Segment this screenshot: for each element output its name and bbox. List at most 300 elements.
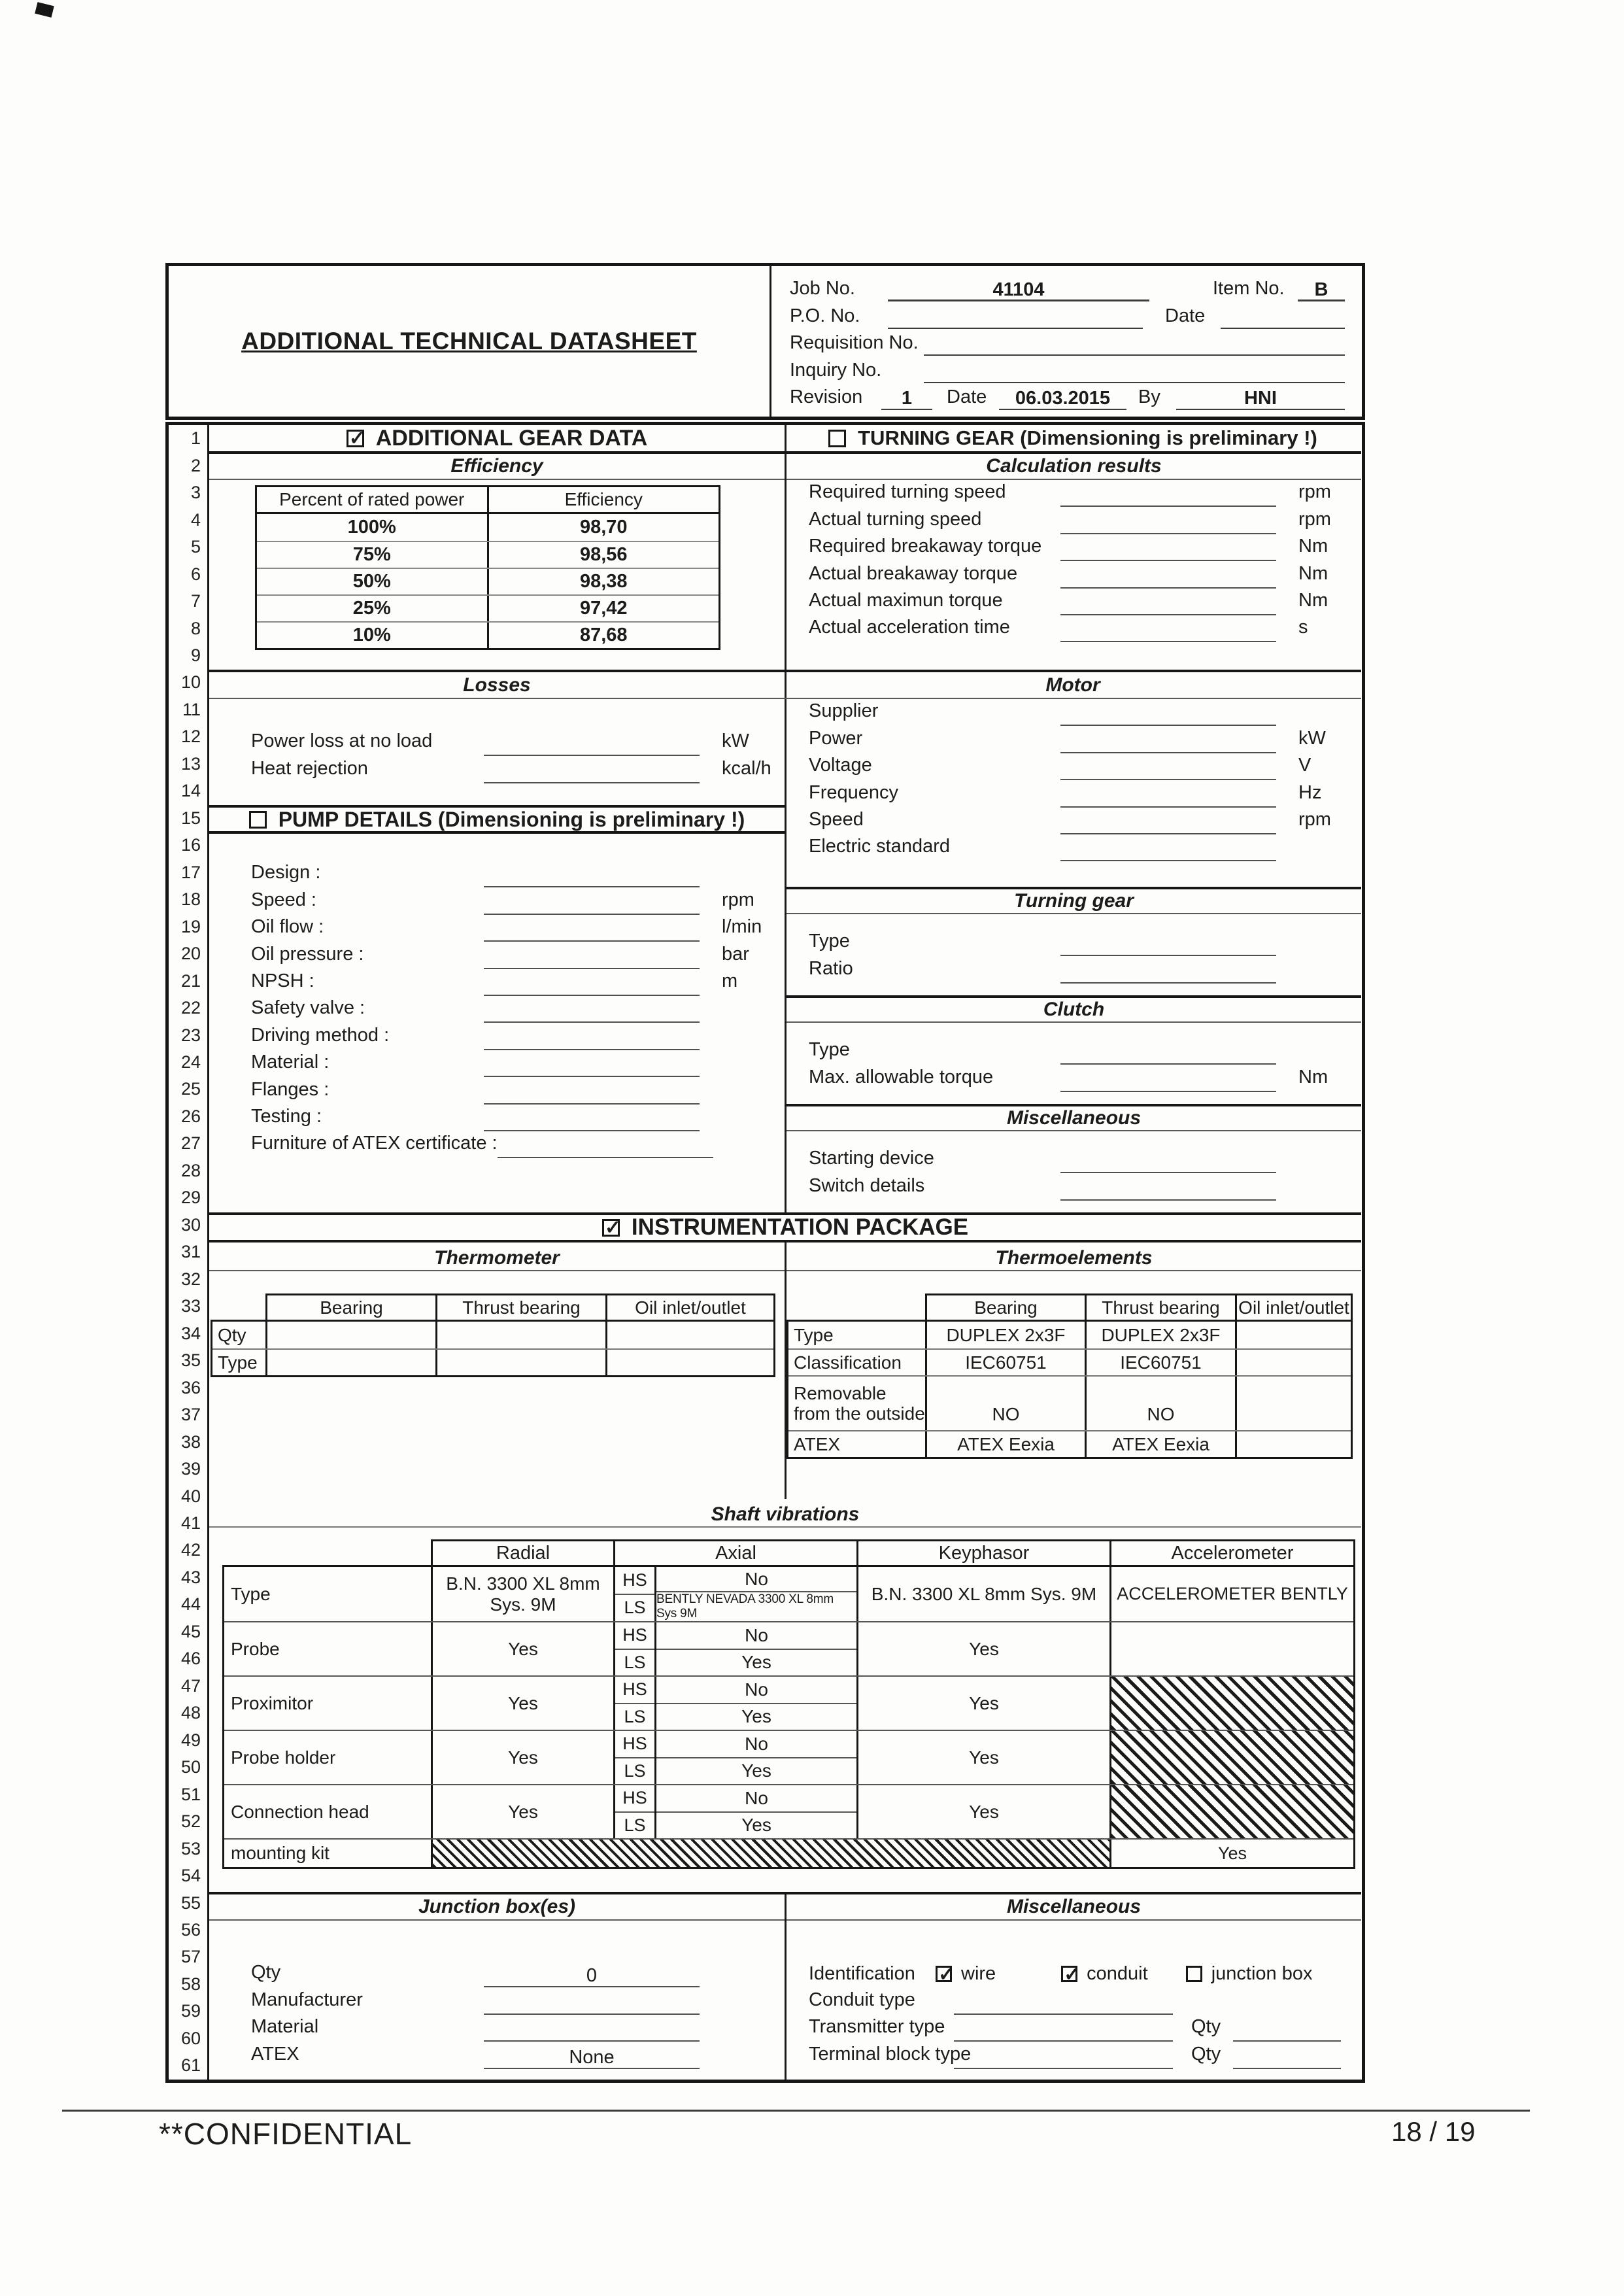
cell xyxy=(1237,1377,1351,1430)
field-label: Voltage xyxy=(809,755,872,776)
thermometer-subheader: Thermometer xyxy=(209,1246,785,1271)
cell: Yes xyxy=(741,1652,771,1673)
field-value-line: None xyxy=(484,2047,700,2069)
identification-label: Identification xyxy=(809,1963,915,1985)
field-unit xyxy=(700,1101,785,1105)
field-value-line xyxy=(1060,785,1276,808)
field-row xyxy=(787,1987,1361,2014)
row-number: 44 xyxy=(180,1594,201,1615)
cell: ATEX Eexia xyxy=(1087,1431,1237,1457)
field-row xyxy=(787,1173,1361,1200)
field-label: Testing : xyxy=(251,1105,322,1127)
additional-gear-data-band xyxy=(209,425,785,451)
field-row xyxy=(787,956,1361,983)
table-row xyxy=(257,568,719,594)
col-header: Oil inlet/outlet xyxy=(635,1297,746,1318)
field-label: Power xyxy=(809,727,863,749)
cell xyxy=(267,1350,437,1375)
field-value-line xyxy=(954,1993,1173,2015)
eff-value: 98,70 xyxy=(579,517,628,538)
cell: Yes xyxy=(741,1760,771,1781)
form-content xyxy=(209,425,1362,2080)
row-number: 29 xyxy=(180,1188,201,1208)
instrumentation-package-checkbox xyxy=(602,1219,620,1237)
row-label: Proximitor xyxy=(224,1677,433,1730)
requisition-row xyxy=(790,330,1345,356)
field-unit: Hz xyxy=(1298,781,1322,803)
date-label: Date xyxy=(1165,305,1206,326)
field-unit xyxy=(700,883,785,887)
top-band-row xyxy=(209,425,1361,454)
identification-wire xyxy=(936,1963,996,1985)
cell xyxy=(607,1350,773,1375)
field-label: Material xyxy=(251,2016,319,2038)
eff-percent: 50% xyxy=(257,569,489,594)
junction-boxes-subheader: Junction box(es) xyxy=(209,1894,785,1921)
field-row xyxy=(209,1050,785,1077)
conduit-checkbox xyxy=(1061,1966,1077,1982)
col-header: Bearing xyxy=(927,1295,1087,1320)
header-title-cell xyxy=(169,266,771,417)
thermoelements-table-header xyxy=(925,1294,1353,1320)
row-number: 58 xyxy=(180,1974,201,1994)
table-row xyxy=(224,1675,1353,1730)
field-label: Speed xyxy=(809,808,864,830)
qty-label: Qty xyxy=(1191,2016,1221,2038)
field-row xyxy=(209,996,785,1023)
row-gutter xyxy=(169,425,209,2080)
row-number: 2 xyxy=(190,455,201,475)
field-row xyxy=(209,2015,785,2042)
efficiency-col-header: Percent of rated power xyxy=(257,487,489,512)
table-row xyxy=(257,594,719,621)
cell: Yes xyxy=(433,1785,615,1838)
field-label: Switch details xyxy=(809,1174,925,1196)
hatched-cell xyxy=(1111,1677,1353,1730)
revision-value: 1 xyxy=(881,388,932,410)
row-number: 16 xyxy=(180,835,201,855)
cell xyxy=(1111,1622,1353,1675)
efficiency-col-header: Efficiency xyxy=(564,489,643,509)
field-row xyxy=(209,1987,785,2014)
field-row xyxy=(209,1131,785,1158)
field-value-line xyxy=(1060,961,1276,984)
col-header: Keyphasor xyxy=(858,1541,1111,1565)
field-row xyxy=(787,699,1361,726)
po-no-label: P.O. No. xyxy=(790,305,860,326)
field-label: Max. allowable torque xyxy=(809,1066,994,1088)
shaft-table-body xyxy=(222,1565,1355,1869)
motor-subheader: Motor xyxy=(785,672,1361,699)
row-label: Probe xyxy=(224,1622,433,1675)
row-number: 40 xyxy=(180,1486,201,1506)
turning-gear-title: TURNING GEAR (Dimensioning is preliminary !) xyxy=(858,426,1317,449)
field-unit: rpm xyxy=(1298,481,1331,503)
field-unit: Nm xyxy=(1298,1066,1328,1088)
confidential-stamp: **CONFIDENTIAL xyxy=(159,2117,413,2151)
junction-fields xyxy=(209,1961,785,2069)
row-number: 9 xyxy=(190,645,201,665)
field-row xyxy=(209,915,785,942)
cell: Yes xyxy=(858,1785,1111,1838)
field-row xyxy=(209,942,785,968)
cell xyxy=(1237,1322,1351,1348)
junction-box-label: junction box xyxy=(1211,1963,1313,1985)
field-unit xyxy=(700,1983,785,1987)
row-number: 11 xyxy=(182,699,201,719)
row-number: 13 xyxy=(180,753,201,774)
row-number: 61 xyxy=(180,2055,201,2076)
col-header: Thrust bearing xyxy=(1087,1295,1237,1320)
field-unit xyxy=(700,2065,785,2069)
field-unit: kW xyxy=(722,730,749,752)
table-row xyxy=(212,1348,773,1375)
wire-checkbox xyxy=(936,1966,952,1982)
field-label: Driving method : xyxy=(251,1024,390,1046)
cell: No xyxy=(656,1731,856,1758)
cell: Yes xyxy=(433,1677,615,1730)
identification-conduit xyxy=(1061,1963,1148,1985)
row-number: 60 xyxy=(180,2028,201,2048)
row-number: 27 xyxy=(180,1133,201,1154)
cell: IEC60751 xyxy=(1087,1350,1237,1375)
field-value-line xyxy=(484,1055,700,1077)
row-label: Classification xyxy=(788,1350,927,1375)
row-number: 10 xyxy=(180,672,201,693)
losses-motor-band xyxy=(209,670,1361,699)
field-label: Design : xyxy=(251,862,321,883)
field-unit xyxy=(1276,980,1361,984)
row-number: 45 xyxy=(180,1621,201,1641)
table-row xyxy=(257,621,719,648)
col-header: Axial xyxy=(615,1541,858,1565)
field-label: Conduit type xyxy=(809,1989,915,2010)
field-label: Qty xyxy=(251,1962,281,1983)
field-value-line xyxy=(484,1993,700,2015)
hs-label: HS xyxy=(615,1677,654,1704)
cell xyxy=(267,1322,437,1348)
field-value-line xyxy=(484,2019,700,2042)
row-number: 51 xyxy=(180,1784,201,1804)
row-number: 17 xyxy=(180,862,201,882)
page-number: 18 / 19 xyxy=(1391,2116,1476,2147)
field-unit xyxy=(1276,1197,1361,1201)
field-value-line: 0 xyxy=(484,1965,700,1987)
hatched-cell xyxy=(1111,1731,1353,1784)
row-number: 38 xyxy=(180,1431,201,1452)
table-row xyxy=(788,1375,1351,1430)
field-value-line xyxy=(1060,620,1276,642)
row-number: 47 xyxy=(180,1675,201,1696)
field-value-line xyxy=(1060,1178,1276,1201)
by-value: HNI xyxy=(1176,388,1345,410)
col-header: Accelerometer xyxy=(1171,1542,1294,1564)
row-number: 49 xyxy=(180,1730,201,1750)
row-number: 56 xyxy=(180,1920,201,1940)
inquiry-no-label: Inquiry No. xyxy=(790,359,882,381)
shaft-vibrations-table xyxy=(222,1539,1355,1869)
row-number: 8 xyxy=(190,618,201,638)
field-row xyxy=(209,756,785,783)
item-no-label: Item No. xyxy=(1213,278,1285,299)
cell: Yes xyxy=(858,1731,1111,1784)
field-value-line xyxy=(1060,839,1276,861)
field-unit xyxy=(1276,1061,1361,1065)
junction-box-checkbox xyxy=(1186,1966,1202,1982)
row-number: 31 xyxy=(180,1242,201,1262)
revision-date-value: 06.03.2015 xyxy=(999,388,1126,410)
revision-label: Revision xyxy=(790,386,863,407)
pump-fields xyxy=(209,861,785,1158)
field-label: Oil pressure : xyxy=(251,943,364,965)
hs-label: HS xyxy=(615,1567,654,1595)
cell: No xyxy=(656,1567,856,1592)
field-value-line xyxy=(484,1028,700,1050)
row-number: 3 xyxy=(190,483,201,503)
field-unit: Nm xyxy=(1298,536,1328,557)
row-number: 35 xyxy=(180,1350,201,1371)
col-header: Thrust bearing xyxy=(437,1295,607,1320)
instr-miscellaneous-subheader: Miscellaneous xyxy=(787,1894,1361,1921)
field-unit: kW xyxy=(1298,727,1326,749)
job-no-row xyxy=(790,275,1345,301)
table-row xyxy=(788,1348,1351,1375)
cell: No xyxy=(656,1622,856,1650)
field-label: Actual maximun torque xyxy=(809,589,1003,611)
field-unit: rpm xyxy=(722,889,754,910)
row-number: 48 xyxy=(180,1703,201,1723)
row-label: mounting kit xyxy=(224,1840,433,1867)
turning-gear-band xyxy=(785,425,1361,451)
cell: ACCELEROMETER BENTLY xyxy=(1117,1584,1348,1603)
po-no-row xyxy=(790,303,1345,329)
revision-date-label: Date xyxy=(947,386,987,407)
field-row xyxy=(209,1105,785,1131)
inquiry-row xyxy=(790,357,1345,383)
field-unit xyxy=(700,1019,785,1023)
field-value-line xyxy=(1060,758,1276,780)
field-label: Manufacturer xyxy=(251,1989,363,2010)
cell: Yes xyxy=(858,1622,1111,1675)
cell: DUPLEX 2x3F xyxy=(927,1322,1087,1348)
field-row xyxy=(787,780,1361,807)
cell: Yes xyxy=(741,1706,771,1727)
by-label: By xyxy=(1138,386,1160,407)
field-row xyxy=(209,2042,785,2068)
eff-percent: 10% xyxy=(257,623,489,648)
cell xyxy=(437,1350,607,1375)
footer-rule xyxy=(62,2110,1530,2112)
row-number: 25 xyxy=(180,1079,201,1099)
thermometer-table-body xyxy=(211,1320,775,1377)
field-label: Terminal block type xyxy=(809,2043,972,2065)
cell: Yes xyxy=(433,1731,615,1784)
field-value-line xyxy=(1060,731,1276,753)
page-title: ADDITIONAL TECHNICAL DATASHEET xyxy=(241,328,697,354)
field-label: Power loss at no load xyxy=(251,730,433,752)
field-value-line xyxy=(1060,485,1276,507)
cell: Yes xyxy=(1217,1843,1247,1863)
row-number: 53 xyxy=(180,1838,201,1859)
field-label: Safety valve : xyxy=(251,997,365,1019)
field-value-line xyxy=(1233,2047,1341,2069)
field-unit xyxy=(700,1046,785,1050)
cell: Yes xyxy=(858,1677,1111,1730)
additional-gear-data-checkbox xyxy=(347,430,364,447)
hs-label: HS xyxy=(615,1731,654,1758)
revision-row xyxy=(790,384,1345,410)
field-row xyxy=(787,2015,1361,2042)
row-number: 46 xyxy=(180,1649,201,1669)
row-number: 43 xyxy=(180,1567,201,1587)
instrumentation-package-title: INSTRUMENTATION PACKAGE xyxy=(631,1214,969,1240)
col-header: Radial xyxy=(433,1541,615,1565)
instr-miscellaneous-fields xyxy=(787,1961,1361,2069)
drive-miscellaneous-subheader: Miscellaneous xyxy=(787,1104,1361,1131)
field-unit: rpm xyxy=(1298,808,1331,830)
field-value-line xyxy=(954,2047,1173,2069)
row-number: 34 xyxy=(180,1323,201,1343)
field-unit: rpm xyxy=(1298,508,1331,530)
row-number: 23 xyxy=(180,1025,201,1045)
field-row xyxy=(787,2042,1361,2068)
field-label: Ratio xyxy=(809,957,853,979)
efficiency-table-header xyxy=(257,487,719,514)
requisition-no-label: Requisition No. xyxy=(790,332,919,353)
field-value-line xyxy=(1060,934,1276,956)
field-row xyxy=(209,969,785,996)
row-number: 30 xyxy=(180,1214,201,1235)
field-row xyxy=(787,561,1361,588)
cell: DUPLEX 2x3F xyxy=(1087,1322,1237,1348)
field-label: NPSH : xyxy=(251,970,314,991)
field-value-line xyxy=(484,1001,700,1023)
eff-value: 97,42 xyxy=(579,598,628,619)
field-unit xyxy=(700,2011,785,2015)
field-value-line xyxy=(498,1136,713,1158)
field-label: Required breakaway torque xyxy=(809,536,1042,557)
identification-row xyxy=(787,1961,1361,1987)
row-number: 22 xyxy=(180,998,201,1018)
wire-label: wire xyxy=(961,1963,996,1985)
bottom-section xyxy=(209,1892,1361,2080)
field-value-line xyxy=(484,974,700,996)
field-row xyxy=(209,1077,785,1104)
field-value-line xyxy=(484,1082,700,1105)
field-unit: s xyxy=(1298,617,1308,638)
shaft-table-header xyxy=(431,1539,1355,1567)
cell: Yes xyxy=(433,1622,615,1675)
shaft-vibrations-subheader: Shaft vibrations xyxy=(209,1503,1361,1528)
field-unit xyxy=(1276,722,1361,726)
row-label: Type xyxy=(788,1322,927,1348)
pump-details-title: PUMP DETAILS (Dimensioning is preliminary !) xyxy=(278,807,745,831)
field-value-line xyxy=(484,865,700,887)
row-number: 15 xyxy=(180,808,201,828)
field-row xyxy=(787,1146,1361,1173)
row-number: 50 xyxy=(180,1757,201,1777)
item-no-value: B xyxy=(1298,279,1345,301)
field-label: Type xyxy=(809,931,850,952)
ls-label: LS xyxy=(624,1598,646,1618)
field-label: Flanges : xyxy=(251,1078,330,1100)
efficiency-subheader: Efficiency xyxy=(209,454,785,480)
row-number: 1 xyxy=(190,428,201,449)
hatched-cell xyxy=(433,1840,1111,1867)
row-number: 33 xyxy=(180,1296,201,1316)
cell: No xyxy=(656,1677,856,1704)
field-label: Frequency xyxy=(809,781,899,803)
field-unit xyxy=(700,1073,785,1077)
requisition-no-value xyxy=(924,334,1345,356)
cell: Yes xyxy=(741,1815,771,1836)
field-row xyxy=(787,834,1361,861)
eff-percent: 25% xyxy=(257,596,489,621)
field-unit: bar xyxy=(722,943,749,965)
main-form-box xyxy=(165,422,1365,2083)
header-box xyxy=(165,263,1365,420)
table-row xyxy=(224,1730,1353,1784)
field-row xyxy=(209,861,785,887)
field-label: Actual breakaway torque xyxy=(809,562,1018,584)
field-label: Actual acceleration time xyxy=(809,617,1010,638)
row-label: ATEX xyxy=(788,1431,927,1457)
identification-junction-box xyxy=(1186,1963,1313,1985)
field-value-line xyxy=(1060,566,1276,589)
field-row xyxy=(787,1065,1361,1091)
field-row xyxy=(787,808,1361,834)
row-number: 52 xyxy=(180,1811,201,1832)
table-row xyxy=(788,1322,1351,1348)
row-number: 37 xyxy=(180,1405,201,1425)
field-label: Type xyxy=(809,1039,850,1061)
row-number: 42 xyxy=(180,1540,201,1560)
cell: NO xyxy=(927,1377,1087,1430)
field-row xyxy=(209,729,785,756)
col-header: Oil inlet/outlet xyxy=(1238,1297,1349,1318)
field-row xyxy=(787,615,1361,642)
field-label: Oil flow : xyxy=(251,916,324,938)
row-number: 4 xyxy=(190,509,201,530)
hatched-cell xyxy=(1111,1785,1353,1838)
thermoelements-table-body xyxy=(787,1320,1353,1459)
field-unit xyxy=(700,1127,785,1131)
calculation-results-fields xyxy=(787,480,1361,642)
row-number: 12 xyxy=(180,727,201,747)
date-value xyxy=(1221,307,1345,329)
field-row xyxy=(209,1023,785,1050)
field-row xyxy=(787,534,1361,561)
thermometer-table-header xyxy=(265,1294,775,1320)
field-label: Required turning speed xyxy=(809,481,1006,503)
turning-gear-fields xyxy=(787,929,1361,984)
field-row xyxy=(787,753,1361,780)
field-unit xyxy=(1276,1169,1361,1173)
field-label: Material : xyxy=(251,1052,330,1073)
row-label: Type xyxy=(224,1567,433,1621)
col-header: Bearing xyxy=(267,1295,437,1320)
field-value-line xyxy=(1060,1070,1276,1092)
table-row xyxy=(212,1322,773,1348)
hs-label: HS xyxy=(615,1785,654,1813)
field-unit xyxy=(700,2038,785,2042)
row-label: Type xyxy=(212,1350,267,1375)
field-value-line xyxy=(1060,512,1276,534)
pump-details-checkbox xyxy=(249,811,267,829)
row-number: 18 xyxy=(180,889,201,910)
row-number: 20 xyxy=(180,944,201,964)
cell: ATEX Eexia xyxy=(927,1431,1087,1457)
